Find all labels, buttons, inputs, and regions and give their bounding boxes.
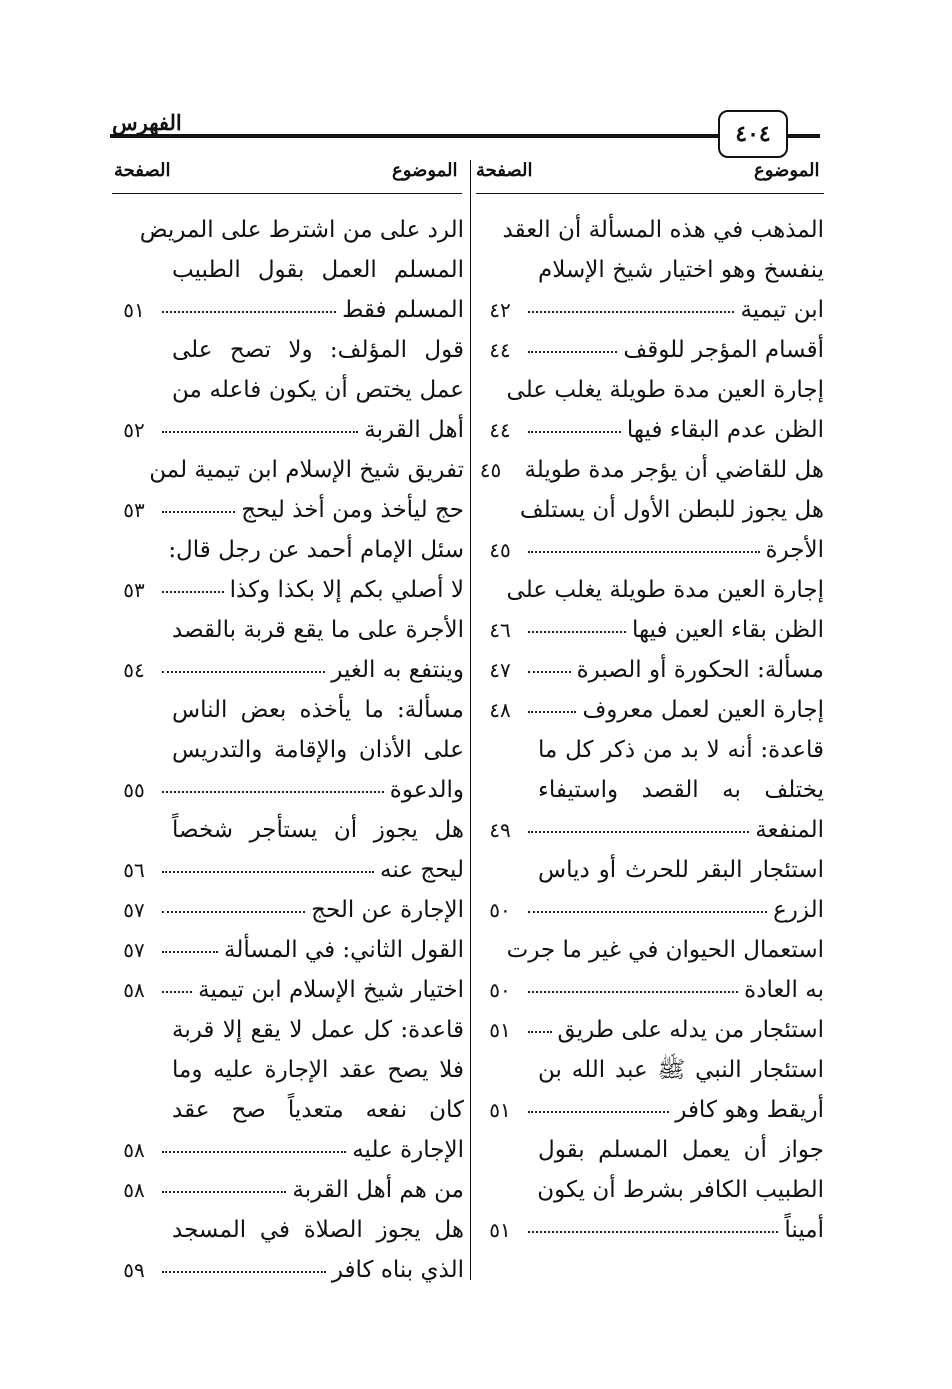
leader-dots <box>162 1151 346 1153</box>
left-header-rule <box>112 193 462 194</box>
leader-dots <box>528 431 621 433</box>
entry-last-line <box>478 610 824 650</box>
left-page-header: الصفحة <box>114 160 171 181</box>
entry-text: استئجار من يدله على طريق <box>557 1017 824 1043</box>
entry-text: ينفسخ وهو اختيار شيخ الإسلام <box>538 257 824 283</box>
entry-last-line <box>478 650 824 690</box>
entry-last-line <box>112 770 464 810</box>
entry-text: ابن تيمية <box>740 297 824 323</box>
entry-last-line <box>478 530 824 570</box>
index-entry <box>478 850 824 930</box>
index-entry <box>478 370 824 450</box>
leader-dots <box>528 1031 552 1033</box>
entry-text: عمل يختص أن يكون فاعله من <box>172 377 464 403</box>
entry-text: المسلم فقط <box>342 297 464 323</box>
entry-text: مسألة: الحكورة أو الصبرة <box>576 657 824 683</box>
index-entry <box>478 570 824 650</box>
entry-text: أهل القربة <box>364 417 464 443</box>
leader-dots <box>162 311 336 313</box>
entry-text: قاعدة: أنه لا بد من ذكر كل ما <box>538 737 824 763</box>
entry-last-line <box>112 930 464 970</box>
entry-page-number: ٥٦ <box>123 858 145 882</box>
leader-dots <box>162 1271 326 1273</box>
entry-text: الأجرة على ما يقع قربة بالقصد <box>172 617 464 643</box>
entry-page-number: ٥١ <box>489 1098 511 1122</box>
entry-page-number: ٥١ <box>489 1218 511 1242</box>
leader-dots <box>528 351 617 353</box>
entry-text: إجارة العين مدة طويلة يغلب على <box>506 377 824 403</box>
entry-page-number: ٤٤ <box>489 418 511 442</box>
index-entry <box>112 1010 464 1170</box>
entry-last-line <box>478 410 824 450</box>
index-entry <box>478 490 824 570</box>
entry-page-number: ٤٨ <box>489 698 511 722</box>
index-entry <box>478 730 824 850</box>
entry-page-number: ٥٣ <box>123 498 145 522</box>
leader-dots <box>162 671 325 673</box>
entry-text: يختلف به القصد واستيفاء <box>538 777 824 803</box>
entry-text: الإجارة عن الحج <box>311 897 464 923</box>
leader-dots <box>162 511 235 513</box>
leader-dots <box>162 991 192 993</box>
entry-page-number: ٥٢ <box>123 418 145 442</box>
entry-page-number: ٥٥ <box>123 778 145 802</box>
entry-page-number: ٥١ <box>123 298 145 322</box>
leader-dots <box>528 551 760 553</box>
entry-text: سئل الإمام أحمد عن رجل قال: <box>168 537 464 563</box>
index-entry <box>478 330 824 370</box>
entry-text: أميناً <box>784 1217 824 1243</box>
right-topic-header: الموضوع <box>754 160 820 181</box>
entry-text: هل للقاضي أن يؤجر مدة طويلة <box>524 457 824 483</box>
entry-text: استعمال الحيوان في غير ما جرت <box>506 937 824 963</box>
entry-text: هل يجوز أن يستأجر شخصاً <box>172 817 464 843</box>
entry-last-line <box>478 970 824 1010</box>
entry-last-line <box>112 1250 464 1290</box>
index-entry <box>112 530 464 610</box>
entry-text: تفريق شيخ الإسلام ابن تيمية لمن <box>149 457 464 483</box>
entry-last-line <box>112 850 464 890</box>
leader-dots <box>162 431 358 433</box>
index-entry <box>478 930 824 1010</box>
entry-last-line <box>112 970 464 1010</box>
entry-last-line <box>478 290 824 330</box>
leader-dots <box>162 951 218 953</box>
index-entry <box>478 1050 824 1130</box>
entry-text: الطبيب الكافر بشرط أن يكون <box>537 1177 824 1203</box>
entry-text: إجارة العين مدة طويلة يغلب على <box>506 577 824 603</box>
left-topic-header: الموضوع <box>392 160 458 181</box>
index-entry <box>478 1010 824 1050</box>
entry-page-number: ٥٧ <box>123 898 145 922</box>
entry-text: هل يجوز الصلاة في المسجد <box>172 1217 464 1243</box>
entry-page-number: ٥٨ <box>123 978 145 1002</box>
leader-dots <box>528 671 571 673</box>
entry-last-line <box>478 810 824 850</box>
entry-last-line <box>478 450 824 490</box>
entry-last-line <box>112 1130 464 1170</box>
entry-text: الظن عدم البقاء فيها <box>626 417 824 443</box>
index-entry <box>112 1210 464 1290</box>
leader-dots <box>162 911 305 913</box>
entry-text: حج ليأخذ ومن أخذ ليحج <box>241 497 464 523</box>
entry-text: به العادة <box>744 977 824 1003</box>
entry-text: هل يجوز للبطن الأول أن يستلف <box>519 497 824 523</box>
leader-dots <box>528 911 767 913</box>
index-entry <box>478 210 824 330</box>
index-entry <box>112 890 464 930</box>
entry-text: أقسام المؤجر للوقف <box>623 337 824 363</box>
entry-text: المنفعة <box>755 817 824 843</box>
entry-page-number: ٤٥ <box>489 538 511 562</box>
entry-text: الذي بناه كافر <box>331 1257 464 1283</box>
entry-text: استئجار البقر للحرث أو دياس <box>538 857 824 883</box>
entry-last-line <box>112 410 464 450</box>
leader-dots <box>162 871 374 873</box>
leader-dots <box>528 711 576 713</box>
entry-page-number: ٤٧ <box>489 658 511 682</box>
entry-text: لا أصلي بكم إلا بكذا وكذا <box>229 577 464 603</box>
entry-text: إجارة العين لعمل معروف <box>582 697 824 723</box>
leader-dots <box>528 631 626 633</box>
entry-last-line <box>112 1170 464 1210</box>
entry-text: الرد على من اشترط على المريض <box>139 217 464 243</box>
entry-page-number: ٥٧ <box>123 938 145 962</box>
index-entry <box>478 690 824 730</box>
entry-text: ليحج عنه <box>380 857 464 883</box>
entry-text: مسألة: ما يأخذه بعض الناس <box>172 697 464 723</box>
index-entry <box>112 690 464 810</box>
right-header-rule <box>476 193 824 194</box>
leader-dots <box>162 591 224 593</box>
entry-last-line <box>478 1010 824 1050</box>
leader-dots <box>162 791 384 793</box>
entry-text: جواز أن يعمل المسلم بقول <box>538 1137 824 1163</box>
leader-dots <box>528 1111 669 1113</box>
left-column <box>112 210 464 1290</box>
entry-text: من هم أهل القربة <box>292 1177 464 1203</box>
index-entry <box>112 970 464 1010</box>
entry-page-number: ٤٢ <box>489 298 511 322</box>
index-entry <box>478 450 824 490</box>
entry-text: قول المؤلف: ولا تصح على <box>172 337 464 363</box>
index-entry <box>478 1130 824 1250</box>
entry-last-line <box>112 290 464 330</box>
index-entry <box>112 210 464 330</box>
entry-page-number: ٥٣ <box>123 578 145 602</box>
entry-page-number: ٥٩ <box>123 1258 145 1282</box>
page-number-badge <box>718 110 788 158</box>
entry-text: والدعوة <box>389 777 464 803</box>
entry-text: على الأذان والإقامة والتدريس <box>172 737 464 763</box>
entry-text: كان نفعه متعدياً صح عقد <box>172 1097 464 1123</box>
index-entry <box>112 610 464 690</box>
entry-text: المسلم العمل بقول الطبيب <box>172 257 464 283</box>
index-entry <box>112 1170 464 1210</box>
entry-page-number: ٤٥ <box>479 458 502 482</box>
entry-page-number: ٥٨ <box>123 1178 145 1202</box>
entry-page-number: ٤٩ <box>489 818 511 842</box>
entry-text: الإجارة عليه <box>352 1137 464 1163</box>
entry-page-number: ٥٨ <box>123 1138 145 1162</box>
entry-last-line <box>478 1210 824 1250</box>
entry-text: الظن بقاء العين فيها <box>631 617 824 643</box>
leader-dots <box>528 991 738 993</box>
index-entry <box>478 650 824 690</box>
leader-dots <box>162 1191 286 1193</box>
entry-text: المذهب في هذه المسألة أن العقد <box>502 217 824 243</box>
entry-last-line <box>478 330 824 370</box>
right-column <box>478 210 824 1250</box>
column-divider <box>470 160 471 1280</box>
entry-text: قاعدة: كل عمل لا يقع إلا قربة <box>172 1017 464 1043</box>
right-page-header: الصفحة <box>476 160 533 181</box>
entry-page-number: ٥٤ <box>123 658 145 682</box>
header-rule <box>110 134 820 138</box>
entry-text: الأجرة <box>765 537 824 563</box>
entry-text: أريقط وهو كافر <box>675 1097 824 1123</box>
entry-page-number: ٥٠ <box>489 978 511 1002</box>
entry-text: القول الثاني: في المسألة <box>224 937 464 963</box>
entry-page-number: ٤٦ <box>489 618 511 642</box>
entry-last-line <box>478 690 824 730</box>
entry-last-line <box>112 570 464 610</box>
entry-last-line <box>478 890 824 930</box>
index-entry <box>112 330 464 450</box>
entry-text: الزرع <box>773 897 824 923</box>
entry-page-number: ٥١ <box>489 1018 511 1042</box>
entry-last-line <box>112 490 464 530</box>
leader-dots <box>528 311 734 313</box>
entry-text: اختيار شيخ الإسلام ابن تيمية <box>198 977 464 1003</box>
entry-last-line <box>112 890 464 930</box>
page-number: ٤٠٤ <box>735 121 771 147</box>
leader-dots <box>528 1231 778 1233</box>
running-title: الفهرس <box>112 110 182 135</box>
entry-last-line <box>478 1090 824 1130</box>
entry-last-line <box>112 650 464 690</box>
index-entry <box>112 810 464 890</box>
leader-dots <box>528 831 749 833</box>
entry-page-number: ٤٤ <box>489 338 511 362</box>
entry-text: فلا يصح عقد الإجارة عليه وما <box>172 1057 464 1083</box>
entry-text: وينتفع به الغير <box>331 657 464 683</box>
entry-text: استئجار النبي ﷺ عبد الله بن <box>538 1057 824 1083</box>
index-entry <box>112 930 464 970</box>
index-entry <box>112 450 464 530</box>
entry-page-number: ٥٠ <box>489 898 511 922</box>
